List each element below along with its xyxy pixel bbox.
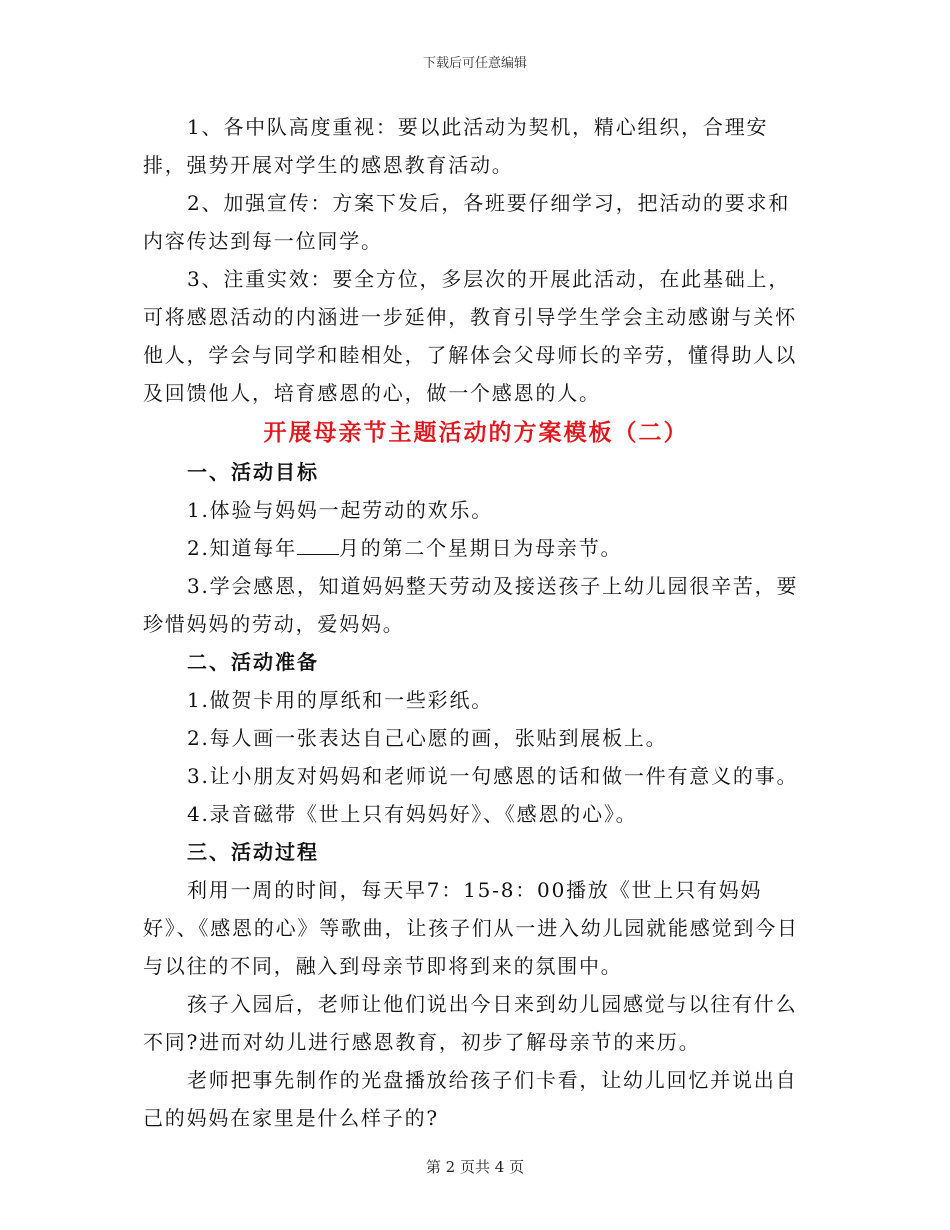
prep-item-3: 3.让小朋友对妈妈和老师说一句感恩的话和做一件有意义的事。 bbox=[187, 764, 799, 788]
document-body bbox=[143, 108, 809, 1137]
process-paragraph-3: 老师把事先制作的光盘播放给孩子们卡看，让幼儿回忆并说出自己的妈妈在家里是什么样子的? bbox=[143, 1068, 798, 1130]
document-title: 开展母亲节主题活动的方案模板（二） bbox=[263, 420, 689, 446]
paragraph-effectiveness: 3、注重实效：要全方位，多层次的开展此活动，在此基础上，可将感恩活动的内涵进一步延伸，教育引导学生学会主动感谢与关怀他人，学会与同学和睦相处，了解体会父母师长的辛劳，懂得助人以及回馈他人，培育感恩的心，做一个感恩的人。 bbox=[143, 267, 797, 405]
prep-item-2: 2.每人画一张表达自己心愿的画，张贴到展板上。 bbox=[187, 726, 668, 750]
goal-item-2-after: 月的第二个星期日为母亲节。 bbox=[338, 536, 623, 560]
goal-item-2-before: 2.知道每年 bbox=[187, 536, 297, 560]
prep-item-4: 4.录音磁带《世上只有妈妈好》、《感恩的心》。 bbox=[187, 802, 638, 826]
goal-item-3: 3.学会感恩，知道妈妈整天劳动及接送孩子上幼儿园很辛苦，要珍惜妈妈的劳动，爱妈妈。 bbox=[143, 574, 799, 636]
fill-in-blank bbox=[297, 536, 339, 555]
process-paragraph-2: 孩子入园后，老师让他们说出今日来到幼儿园感觉与以往有什么不同?进而对幼儿进行感恩教育，初步了解母亲节的来历。 bbox=[143, 992, 798, 1054]
heading-process: 三、活动过程 bbox=[187, 840, 319, 864]
process-paragraph-1: 利用一周的时间，每天早7：15-8：00播放《世上只有妈妈好》、《感恩的心》等歌曲，让孩子们从一进入幼儿园就能感觉到今日与以往的不同，融入到母亲节即将到来的氛围中。 bbox=[143, 878, 799, 978]
goal-item-1: 1.体验与妈妈一起劳动的欢乐。 bbox=[187, 498, 494, 522]
prep-item-1: 1.做贺卡用的厚纸和一些彩纸。 bbox=[187, 688, 494, 712]
page-header: 下载后可任意编辑 bbox=[422, 56, 527, 71]
page-footer: 第 2 页共 4 页 bbox=[425, 1158, 525, 1176]
heading-preparation: 二、活动准备 bbox=[187, 650, 319, 674]
heading-goals: 一、活动目标 bbox=[187, 460, 319, 484]
paragraph-publicity: 2、加强宣传：方案下发后，各班要仔细学习，把活动的要求和内容传达到每一位同学。 bbox=[143, 191, 791, 253]
goal-item-2 bbox=[143, 529, 809, 567]
paragraph-importance: 1、各中队高度重视：要以此活动为契机，精心组织，合理安排，强势开展对学生的感恩教育活动。 bbox=[143, 115, 769, 177]
